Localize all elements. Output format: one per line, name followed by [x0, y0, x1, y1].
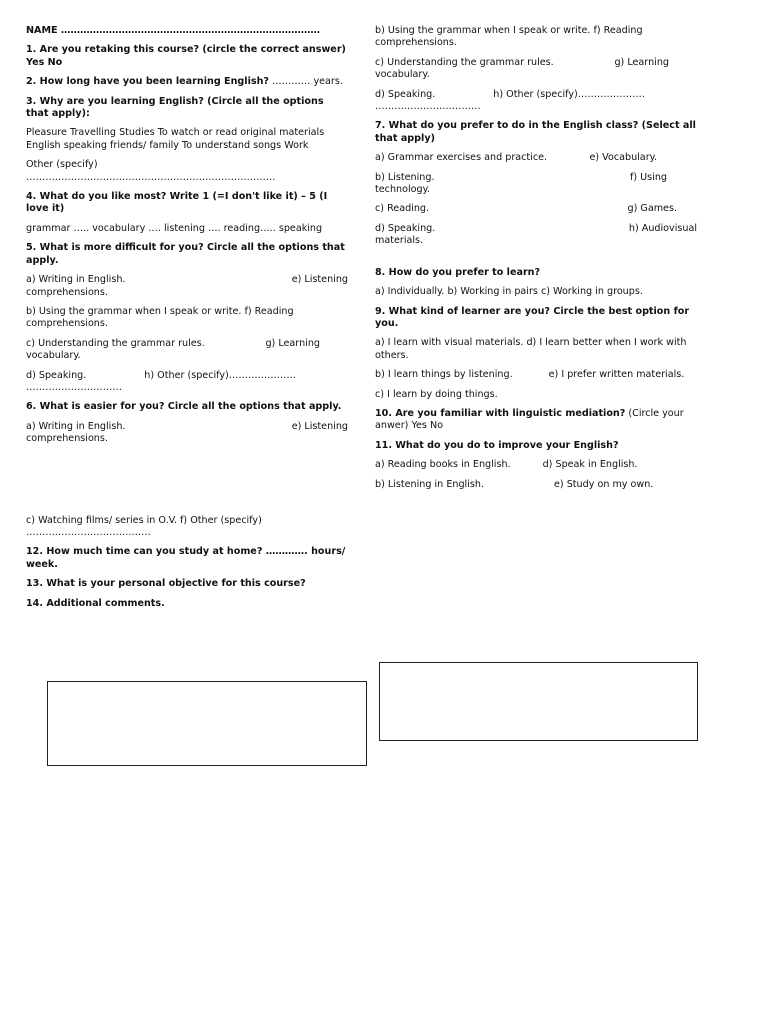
question-7-option-row-1 — [375, 152, 705, 164]
question-10-text: 10. Are you familiar with linguistic mediation? — [375, 407, 626, 419]
question-5-option-row-1 — [26, 274, 348, 299]
question-6: 6. What is easier for you? Circle all the options that apply. — [26, 401, 342, 413]
name-field-label[interactable]: NAME ……………………………………………………………………… — [26, 25, 320, 36]
question-5-option-d: d) Speaking. — [26, 369, 87, 381]
question-11-option-d: d) Speak in English. — [542, 459, 638, 471]
question-5-option-g: g) Learning — [265, 337, 320, 349]
question-3: 3. Why are you learning English? (Circle all the options that apply): — [26, 95, 324, 120]
question-11-option-row-2 — [375, 479, 705, 491]
question-4: 4. What do you like most? Write 1 (=I don't like it) – 5 (I love it) — [26, 191, 328, 215]
question-11-option-b: b) Listening in English. — [375, 478, 485, 490]
left-column — [26, 25, 348, 617]
question-6-option-h: h) Other (specify)………………… — [493, 88, 645, 100]
question-11-option-c-f — [26, 515, 348, 540]
question-7-option-e: e) Vocabulary. — [589, 152, 657, 164]
question-7-option-b: b) Listening. — [375, 171, 435, 183]
question-11-option-e: e) Study on my own. — [554, 478, 654, 490]
question-5-option-b-f: b) Using the grammar when I speak or write. f) Reading comprehensions. — [26, 305, 294, 330]
question-7-option-g: g) Games. — [627, 203, 677, 215]
right-column — [375, 25, 705, 498]
question-4-items: grammar ….. vocabulary …. listening …. reading….. speaking — [26, 222, 323, 234]
question-11: 11. What do you do to improve your English? — [375, 439, 619, 451]
question-6-option-e-continued: comprehensions. — [26, 433, 108, 445]
question-8-options: a) Individually. b) Working in pairs c) Working in groups. — [375, 286, 643, 298]
question-5: 5. What is more difficult for you? Circle all the options that apply. — [26, 242, 345, 266]
question-6-option-h-blank[interactable]: …………………………… — [375, 101, 481, 113]
spacer — [26, 453, 348, 515]
question-9-option-a-d: a) I learn with visual materials. d) I learn better when I work with others. — [375, 337, 687, 361]
question-11-option-row-1 — [375, 459, 705, 471]
comments-answer-box[interactable] — [47, 681, 367, 766]
question-10 — [375, 408, 705, 433]
question-3-other-label: Other (specify) — [26, 159, 98, 171]
question-3-other — [26, 159, 348, 184]
question-6-option-c: c) Understanding the grammar rules. — [375, 56, 554, 68]
question-11-option-a: a) Reading books in English. — [375, 459, 511, 471]
question-5-option-a: a) Writing in English. — [26, 274, 126, 286]
question-5-option-row-4 — [26, 370, 348, 395]
question-6-option-row-3 — [375, 57, 705, 82]
question-11-option-c: c) Watching films/ series in O.V. f) Other (specify) — [26, 514, 262, 526]
question-9-option-b: b) I learn things by listening. — [375, 369, 513, 381]
question-6-option-g: g) Learning — [614, 56, 669, 68]
question-7-option-d: d) Speaking. — [375, 222, 436, 234]
question-3-other-blank[interactable]: …………………………………………………………………… — [26, 171, 276, 183]
question-5-option-c: c) Understanding the grammar rules. — [26, 337, 205, 349]
question-7-option-h: h) Audiovisual — [628, 222, 697, 234]
question-6-option-row-4 — [375, 89, 705, 114]
question-7-option-f: f) Using — [629, 171, 667, 183]
question-3-options: Pleasure Travelling Studies To watch or read original materials English speaking friends/ family To understand songs Work — [26, 127, 325, 151]
question-6-option-d: d) Speaking. — [375, 88, 436, 100]
question-7-option-c: c) Reading. — [375, 203, 430, 215]
question-9-option-row-2 — [375, 369, 705, 381]
spacer — [375, 255, 705, 267]
question-6-option-row-1 — [26, 421, 348, 446]
question-5-option-row-3 — [26, 338, 348, 363]
question-13: 13. What is your personal objective for this course? — [26, 578, 306, 590]
question-5-option-h: h) Other (specify)………………… — [144, 369, 296, 381]
question-6-option-a: a) Writing in English. — [26, 420, 126, 432]
question-5-option-h-blank[interactable]: ………………………… — [26, 381, 122, 393]
question-8: 8. How do you prefer to learn? — [375, 266, 541, 278]
question-5-option-e: e) Listening — [291, 274, 348, 286]
objective-answer-box[interactable] — [379, 662, 698, 741]
question-6-option-g-continued: vocabulary. — [375, 69, 430, 81]
question-7-option-row-2 — [375, 172, 705, 197]
question-10-answer: (Circle your anwer) Yes No — [375, 407, 684, 432]
question-9-option-e: e) I prefer written materials. — [548, 369, 685, 381]
question-6-option-e: e) Listening — [291, 420, 348, 432]
question-6-option-b-f: b) Using the grammar when I speak or write. f) Reading comprehensions. — [375, 25, 643, 49]
question-2-answer-blank[interactable]: ………… years. — [268, 76, 343, 88]
question-2 — [26, 76, 348, 88]
question-1: 1. Are you retaking this course? (circle the correct answer) Yes No — [26, 44, 346, 68]
question-9: 9. What kind of learner are you? Circle the best option for you. — [375, 305, 690, 329]
question-5-option-e-continued: comprehensions. — [26, 286, 108, 298]
question-2-text: 2. How long have you been learning English? — [26, 76, 269, 88]
question-7: 7. What do you prefer to do in the English class? (Select all that apply) — [375, 120, 696, 144]
question-7-option-h-continued: materials. — [375, 235, 424, 247]
question-9-option-c: c) I learn by doing things. — [375, 388, 498, 400]
question-7-option-row-3 — [375, 203, 705, 215]
question-11-other-blank[interactable]: ………………………………… — [26, 526, 151, 538]
question-7-option-f-continued: technology. — [375, 184, 430, 196]
question-7-option-a: a) Grammar exercises and practice. — [375, 152, 548, 164]
question-12: 12. How much time can you study at home? …………. hours/ week. — [26, 546, 346, 570]
question-7-option-row-4 — [375, 223, 705, 248]
question-14: 14. Additional comments. — [26, 597, 165, 609]
question-5-option-g-continued: vocabulary. — [26, 350, 81, 362]
